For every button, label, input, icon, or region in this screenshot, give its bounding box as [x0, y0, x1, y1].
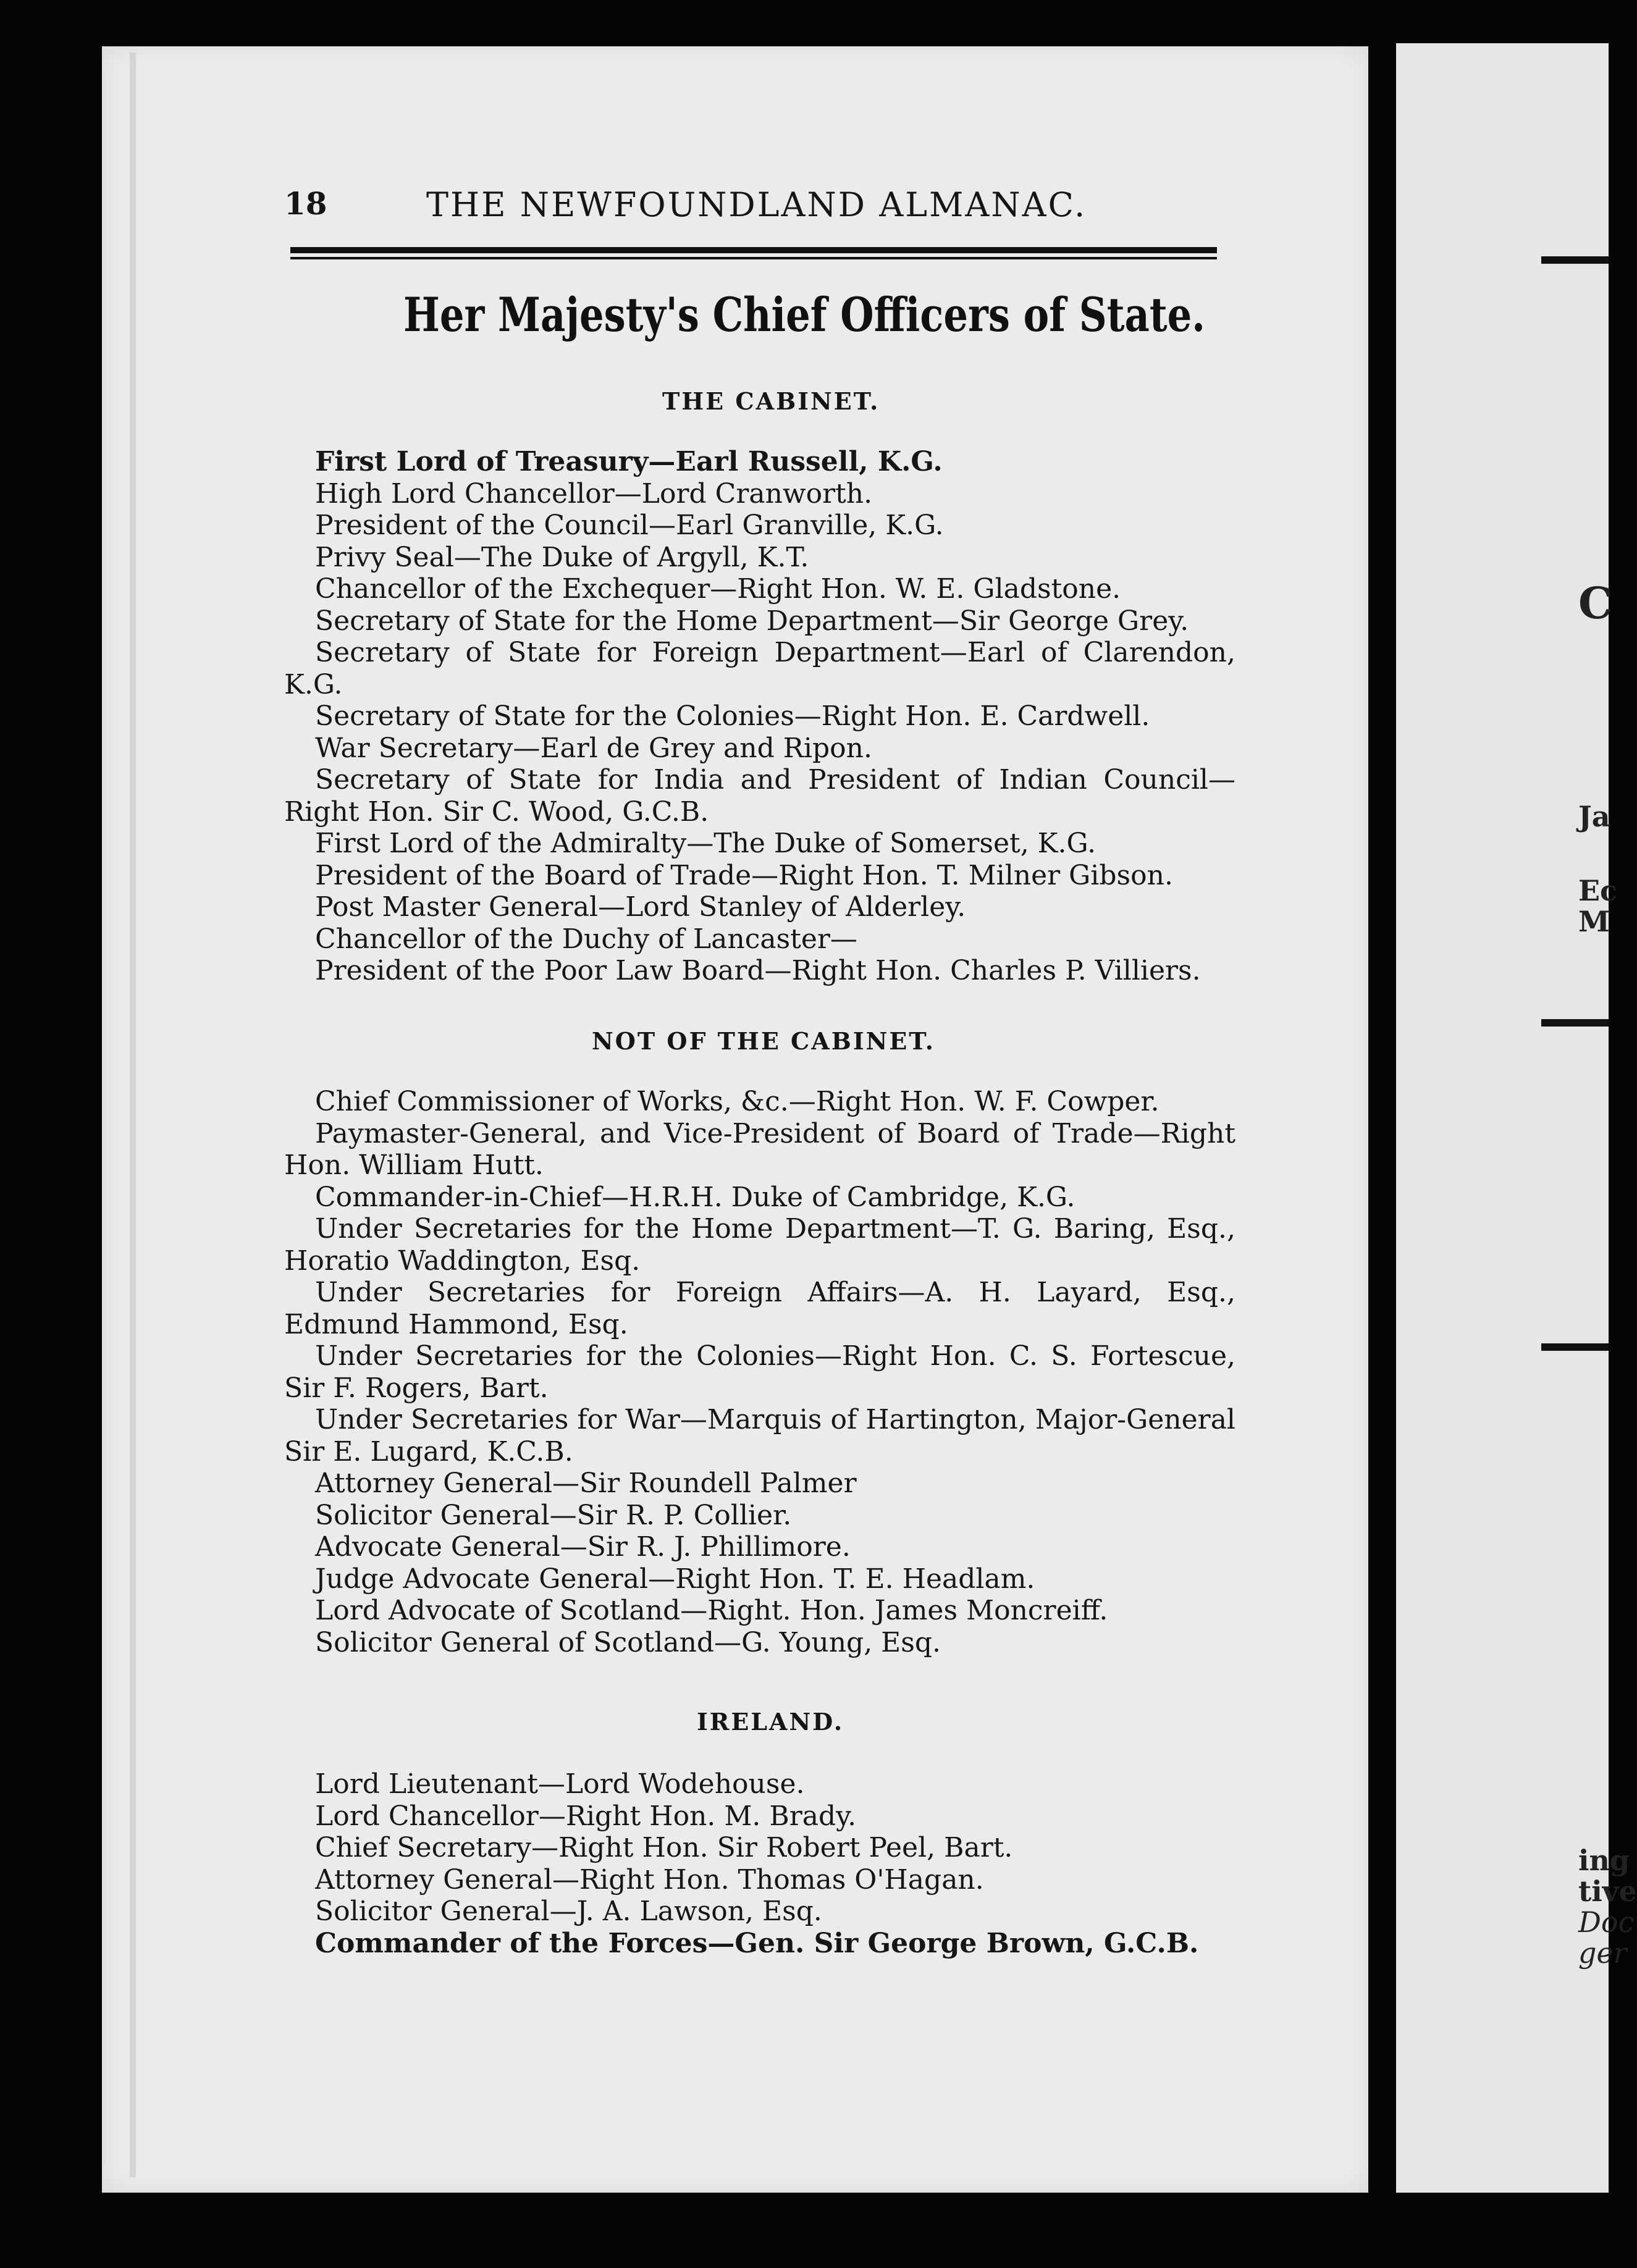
list-item: Lord Lieutenant—Lord Wodehouse.	[315, 1768, 805, 1800]
cabinet-list	[284, 446, 1235, 987]
list-item: Under Secretaries for the Home Department—T. G. Baring, Esq., Horatio Waddington, Esq.	[284, 1213, 1235, 1277]
section-heading-cabinet: THE CABINET.	[662, 387, 880, 415]
list-item: Judge Advocate General—Right Hon. T. E. Headlam.	[315, 1563, 1035, 1595]
page-header	[284, 185, 1223, 241]
running-head: THE NEWFOUNDLAND ALMANAC.	[426, 185, 1087, 224]
list-item: Attorney General—Right Hon. Thomas O'Hagan.	[315, 1863, 984, 1896]
list-item: Paymaster-General, and Vice-President of Board of Trade—Right Hon. William Hutt.	[284, 1117, 1235, 1181]
list-item: High Lord Chancellor—Lord Cranworth.	[315, 477, 873, 510]
adjacent-fragment: Doc	[1578, 1905, 1635, 1939]
list-item: First Lord of the Admiralty—The Duke of Somerset, K.G.	[315, 828, 1096, 859]
list-item: Commander-in-Chief—H.R.H. Duke of Cambridge, K.G.	[315, 1181, 1075, 1213]
adjacent-rule	[1541, 256, 1609, 264]
section-heading-not-cabinet: NOT OF THE CABINET.	[592, 1027, 935, 1055]
list-item: First Lord of Treasury—Earl Russell, K.G.	[315, 446, 943, 477]
not-cabinet-list	[284, 1086, 1235, 1658]
adjacent-fragment: Ec	[1578, 874, 1618, 907]
list-item: Privy Seal—The Duke of Argyll, K.T.	[315, 541, 809, 573]
list-item: Chief Secretary—Right Hon. Sir Robert Peel, Bart.	[315, 1832, 1013, 1863]
adjacent-page	[1396, 43, 1637, 2193]
page-title: Her Majesty's Chief Officers of State.	[403, 287, 1206, 342]
list-item: Under Secretaries for War—Marquis of Hartington, Major-General Sir E. Lugard, K.C.B.	[284, 1404, 1235, 1468]
adjacent-fragment: ger	[1578, 1936, 1627, 1970]
list-item: Lord Chancellor—Right Hon. M. Brady.	[315, 1800, 857, 1832]
list-item: Under Secretaries for the Colonies—Right Hon. C. S. Fortescue, Sir F. Rogers, Bart.	[284, 1340, 1235, 1404]
list-item: War Secretary—Earl de Grey and Ripon.	[315, 732, 872, 764]
list-item: Chancellor of the Duchy of Lancaster—	[315, 923, 857, 955]
list-item: Solicitor General—Sir R. P. Collier.	[315, 1499, 792, 1531]
section-heading-ireland: IRELAND.	[697, 1708, 844, 1736]
list-item: Lord Advocate of Scotland—Right. Hon. James Moncreiff.	[315, 1595, 1108, 1626]
list-item: Secretary of State for the Colonies—Right Hon. E. Cardwell.	[315, 700, 1150, 732]
adjacent-fragment: tive	[1578, 1875, 1637, 1908]
list-item: Commander of the Forces—Gen. Sir George Brown, G.C.B.	[315, 1927, 1199, 1959]
list-item: President of the Council—Earl Granville, K.G.	[315, 510, 944, 541]
list-item: Advocate General—Sir R. J. Phillimore.	[315, 1531, 851, 1563]
adjacent-rule	[1541, 1019, 1609, 1027]
list-item: President of the Board of Trade—Right Hon. T. Milner Gibson.	[315, 859, 1173, 891]
list-item: Secretary of State for Foreign Department—Earl of Clarendon, K.G.	[284, 637, 1235, 700]
header-rule	[290, 257, 1217, 259]
adjacent-fragment: ing	[1578, 1844, 1630, 1877]
adjacent-rule	[1541, 1343, 1609, 1351]
page-number: 18	[284, 185, 327, 222]
list-item: Chief Commissioner of Works, &c.—Right Hon. W. F. Cowper.	[315, 1086, 1159, 1117]
list-item: Under Secretaries for Foreign Affairs—A. H. Layard, Esq., Edmund Hammond, Esq.	[284, 1277, 1235, 1340]
page-gutter-edge	[130, 52, 136, 2177]
header-rule	[290, 247, 1217, 253]
list-item: Chancellor of the Exchequer—Right Hon. W. E. Gladstone.	[315, 573, 1121, 605]
adjacent-fragment: Ja	[1578, 800, 1610, 833]
list-item: President of the Poor Law Board—Right Hon. Charles P. Villiers.	[315, 955, 1201, 986]
list-item: Secretary of State for India and President of Indian Council—Right Hon. Sir C. Wood, G.C.B.	[284, 764, 1235, 828]
list-item: Post Master General—Lord Stanley of Alderley.	[315, 891, 966, 923]
list-item: Attorney General—Sir Roundell Palmer	[315, 1468, 857, 1499]
adjacent-fragment: C	[1578, 578, 1613, 629]
list-item: Secretary of State for the Home Department—Sir George Grey.	[315, 605, 1189, 637]
adjacent-fragment: M	[1578, 905, 1610, 938]
list-item: Solicitor General—J. A. Lawson, Esq.	[315, 1896, 822, 1927]
ireland-list	[284, 1768, 1235, 1959]
list-item: Solicitor General of Scotland—G. Young, Esq.	[315, 1626, 941, 1658]
